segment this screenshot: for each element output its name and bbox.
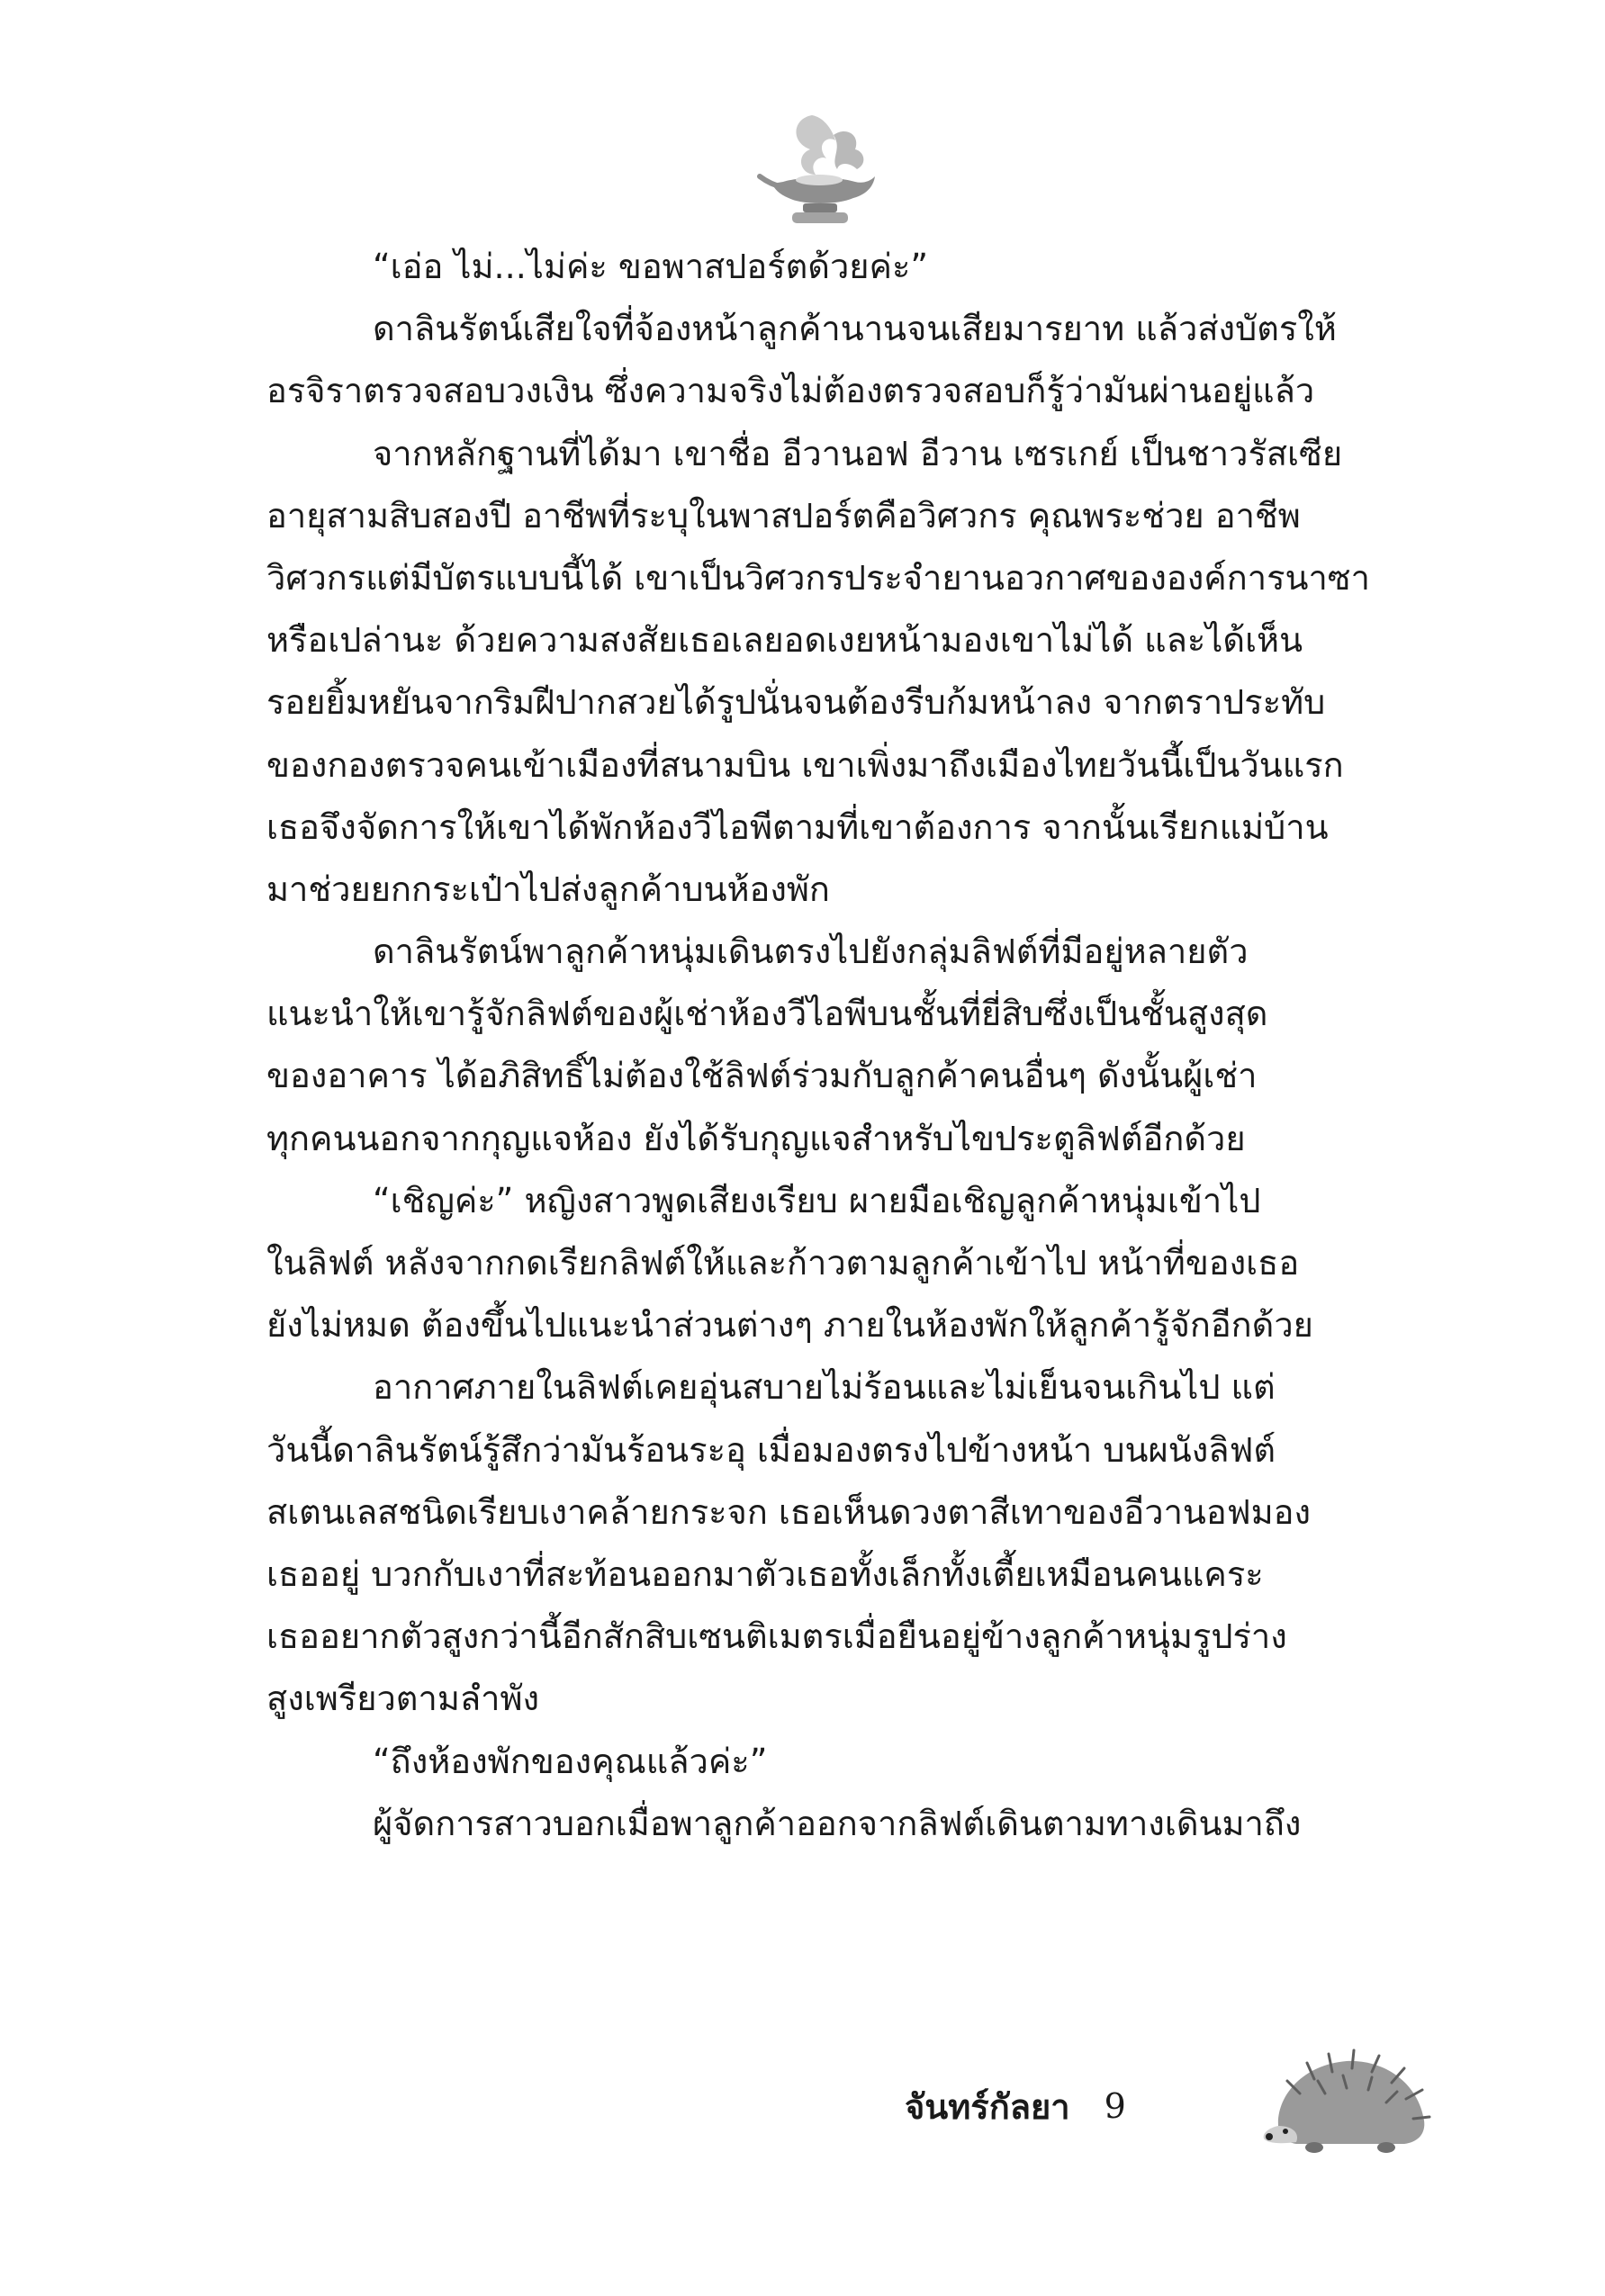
text-line-4: จากหลักฐานที่ได้มา เขาชื่อ อีวานอฟ อีวาน เซรเกย์ เป็นชาวรัสเซีย: [373, 433, 1343, 473]
text-line-3: อรจิราตรวจสอบวงเงิน ซึ่งความจริงไม่ต้องตรวจสอบก็รู้ว่ามันผ่านอยู่แล้ว: [266, 371, 1315, 411]
text-line-9: ของกองตรวจคนเข้าเมืองที่สนามบิน เขาเพิ่งมาถึงเมืองไทยวันนี้เป็นวันแรก: [266, 744, 1344, 785]
text-line-19: อากาศภายในลิฟต์เคยอุ่นสบายไม่ร้อนและไม่เย็นจนเกินไป แต่: [373, 1367, 1276, 1408]
text-line-24: สูงเพรียวตามลำพัง: [266, 1679, 540, 1719]
text-line-13: แนะนำให้เขารู้จักลิฟต์ของผู้เช่าห้องวีไอพีบนชั้นที่ยี่สิบซึ่งเป็นชั้นสูงสุด: [266, 994, 1268, 1034]
text-line-11: มาช่วยยกกระเป๋าไปส่งลูกค้าบนห้องพัก: [266, 869, 830, 909]
text-line-16: “เชิญค่ะ” หญิงสาวพูดเสียงเรียบ ผายมือเชิญลูกค้าหนุ่มเข้าไป: [373, 1180, 1261, 1220]
page-footer: [905, 2070, 1126, 2142]
text-line-12: ดาลินรัตน์พาลูกค้าหนุ่มเดินตรงไปยังกลุ่มลิฟต์ที่มีอยู่หลายตัว: [373, 932, 1249, 972]
text-line-1: “เอ่อ ไม่...ไม่ค่ะ ขอพาสปอร์ตด้วยค่ะ”: [373, 247, 929, 286]
text-line-7: หรือเปล่านะ ด้วยความสงสัยเธอเลยอดเงยหน้ามองเขาไม่ได้ และได้เห็น: [266, 620, 1303, 661]
story-text: [266, 236, 1401, 1855]
text-line-22: เธออยู่ บวกกับเงาที่สะท้อนออกมาตัวเธอทั้งเล็กทั้งเตี้ยเหมือนคนแคระ: [266, 1553, 1264, 1594]
page-number: 9: [1104, 2086, 1126, 2126]
text-line-20: วันนี้ดาลินรัตน์รู้สึกว่ามันร้อนระอุ เมื่อมองตรงไปข้างหน้า บนผนังลิฟต์: [266, 1429, 1276, 1470]
text-line-15: ทุกคนนอกจากกุญแจห้อง ยังได้รับกุญแจสำหรับไขประตูลิฟต์อีกด้วย: [266, 1118, 1246, 1158]
text-line-5: อายุสามสิบสองปี อาชีพที่ระบุในพาสปอร์ตคือวิศวกร คุณพระช่วย อาชีพ: [266, 495, 1301, 536]
text-line-6: วิศวกรแต่มีบัตรแบบนี้ได้ เขาเป็นวิศวกรประจำยานอวกาศขององค์การนาซา: [266, 557, 1370, 598]
text-line-17: ในลิฟต์ หลังจากกดเรียกลิฟต์ให้และก้าวตามลูกค้าเข้าไป หน้าที่ของเธอ: [266, 1243, 1300, 1283]
magic-lamp-icon: [756, 99, 882, 234]
text-line-26: ผู้จัดการสาวบอกเมื่อพาลูกค้าออกจากลิฟต์เดินตามทางเดินมาถึง: [373, 1803, 1302, 1843]
text-line-10: เธอจึงจัดการให้เขาได้พักห้องวีไอพีตามที่เขาต้องการ จากนั้นเรียกแม่บ้าน: [266, 806, 1329, 847]
text-line-25: “ถึงห้องพักของคุณแล้วค่ะ”: [373, 1741, 768, 1781]
book-title: จันทร์กัลยา: [905, 2086, 1070, 2127]
text-line-23: เธออยากตัวสูงกว่านี้อีกสักสิบเซนติเมตรเมื่อยืนอยู่ข้างลูกค้าหนุ่มรูปร่าง: [266, 1616, 1287, 1657]
text-line-2: ดาลินรัตน์เสียใจที่จ้องหน้าลูกค้านานจนเสียมารยาท แล้วส่งบัตรให้: [373, 309, 1337, 349]
text-line-8: รอยยิ้มหยันจากริมฝีปากสวยได้รูปนั่นจนต้องรีบก้มหน้าลง จากตราประทับ: [266, 682, 1326, 723]
hedgehog-icon: [1260, 2043, 1431, 2160]
text-line-18: ยังไม่หมด ต้องขึ้นไปแนะนำส่วนต่างๆ ภายในห้องพักให้ลูกค้ารู้จักอีกด้วย: [266, 1305, 1313, 1346]
text-line-14: ของอาคาร ได้อภิสิทธิ์ไม่ต้องใช้ลิฟต์ร่วมกับลูกค้าคนอื่นๆ ดังนั้นผู้เช่า: [266, 1056, 1258, 1096]
text-line-21: สเตนเลสชนิดเรียบเงาคล้ายกระจก เธอเห็นดวงตาสีเทาของอีวานอฟมอง: [266, 1491, 1312, 1532]
